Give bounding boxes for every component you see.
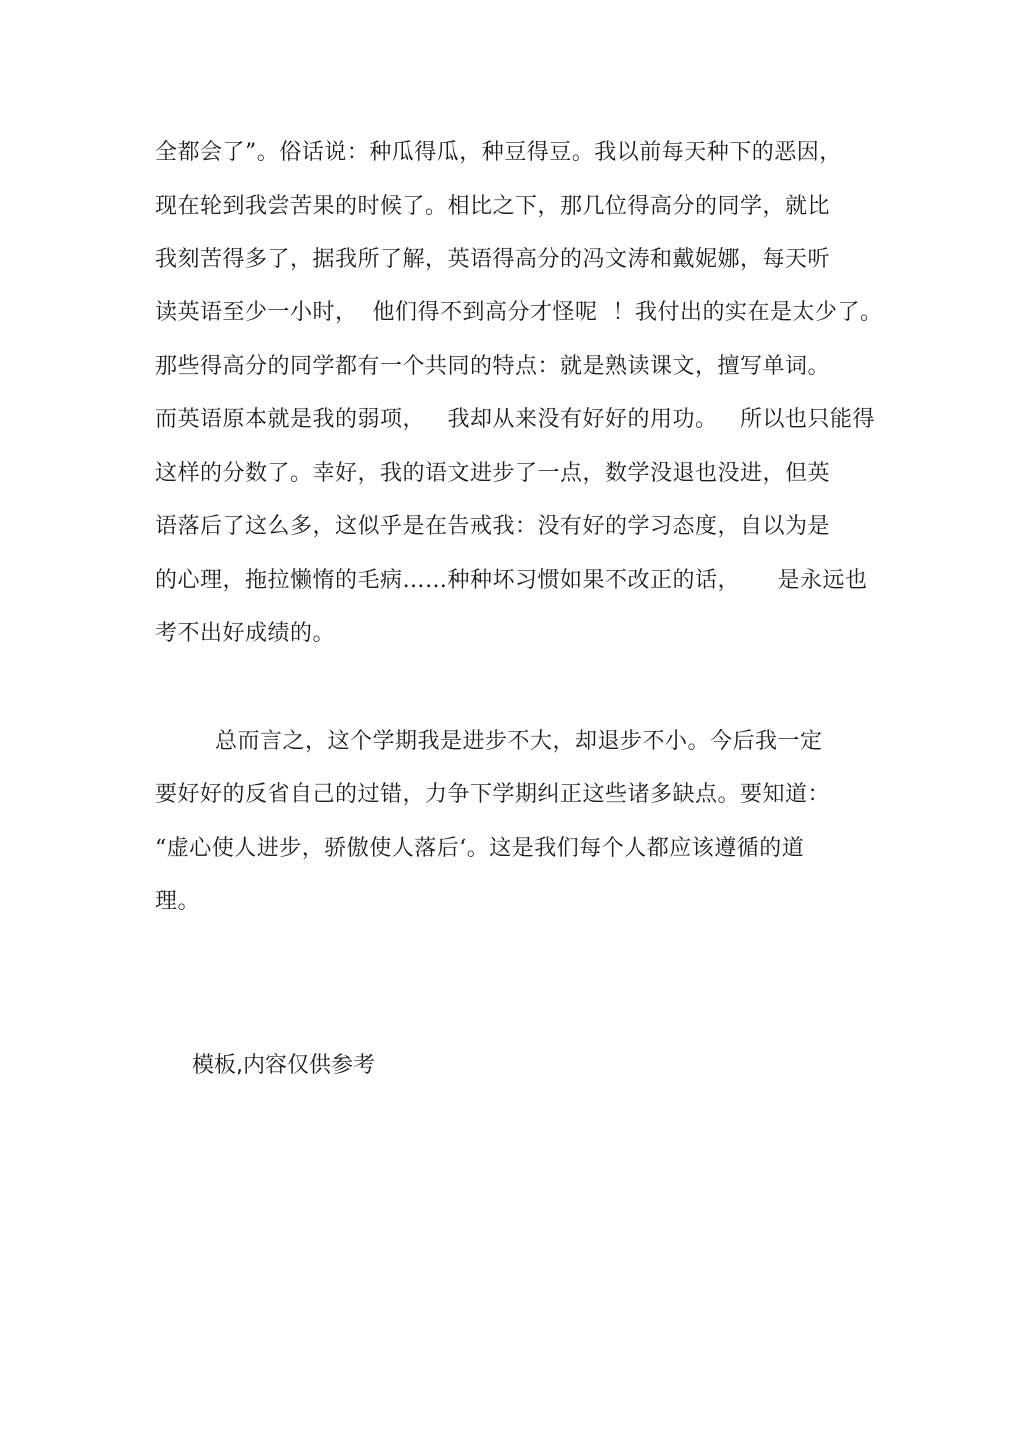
paragraph-line: 考不出好成绩的。 bbox=[155, 621, 336, 646]
paragraph-line: 而英语原本就是我的弱项， 我却从来没有好好的用功。 所以也只能得 bbox=[155, 407, 875, 432]
paragraph-line: 总而言之，这个学期我是进步不大，却退步不小。今后我一定 bbox=[215, 729, 823, 754]
paragraph-line: “虚心使人进步，骄傲使人落后‘。这是我们每个人都应该遵循的道 bbox=[155, 836, 805, 861]
paragraph-line: 现在轮到我尝苦果的时候了。相比之下，那几位得高分的同学，就比 bbox=[155, 194, 831, 219]
paragraph-line: 那些得高分的同学都有一个共同的特点：就是熟读课文，擅写单词。 bbox=[155, 354, 831, 379]
paragraph-line: 我刻苦得多了，据我所了解，英语得高分的冯文涛和戴妮娜，每天听 bbox=[155, 247, 831, 272]
paragraph-line: 这样的分数了。幸好，我的语文进步了一点，数学没退也没进，但英 bbox=[155, 461, 831, 486]
paragraph-line: 全都会了”。俗话说：种瓜得瓜，种豆得豆。我以前每天种下的恶因， bbox=[155, 140, 842, 165]
footer-note: 模板,内容仅供参考 bbox=[192, 1053, 375, 1078]
paragraph-line: 读英语至少一小时， 他们得不到高分才怪呢 ！我付出的实在是太少了。 bbox=[155, 300, 883, 325]
paragraph-line: 的心理，拖拉懒惰的毛病……种种坏习惯如果不改正的话， 是永远也 bbox=[155, 568, 868, 593]
paragraph-line: 要好好的反省自己的过错，力争下学期纠正这些诸多缺点。要知道： bbox=[155, 782, 831, 807]
paragraph-line: 理。 bbox=[155, 889, 201, 914]
paragraph-line: 语落后了这么多，这似乎是在告戒我：没有好的学习态度，自以为是 bbox=[155, 514, 831, 539]
